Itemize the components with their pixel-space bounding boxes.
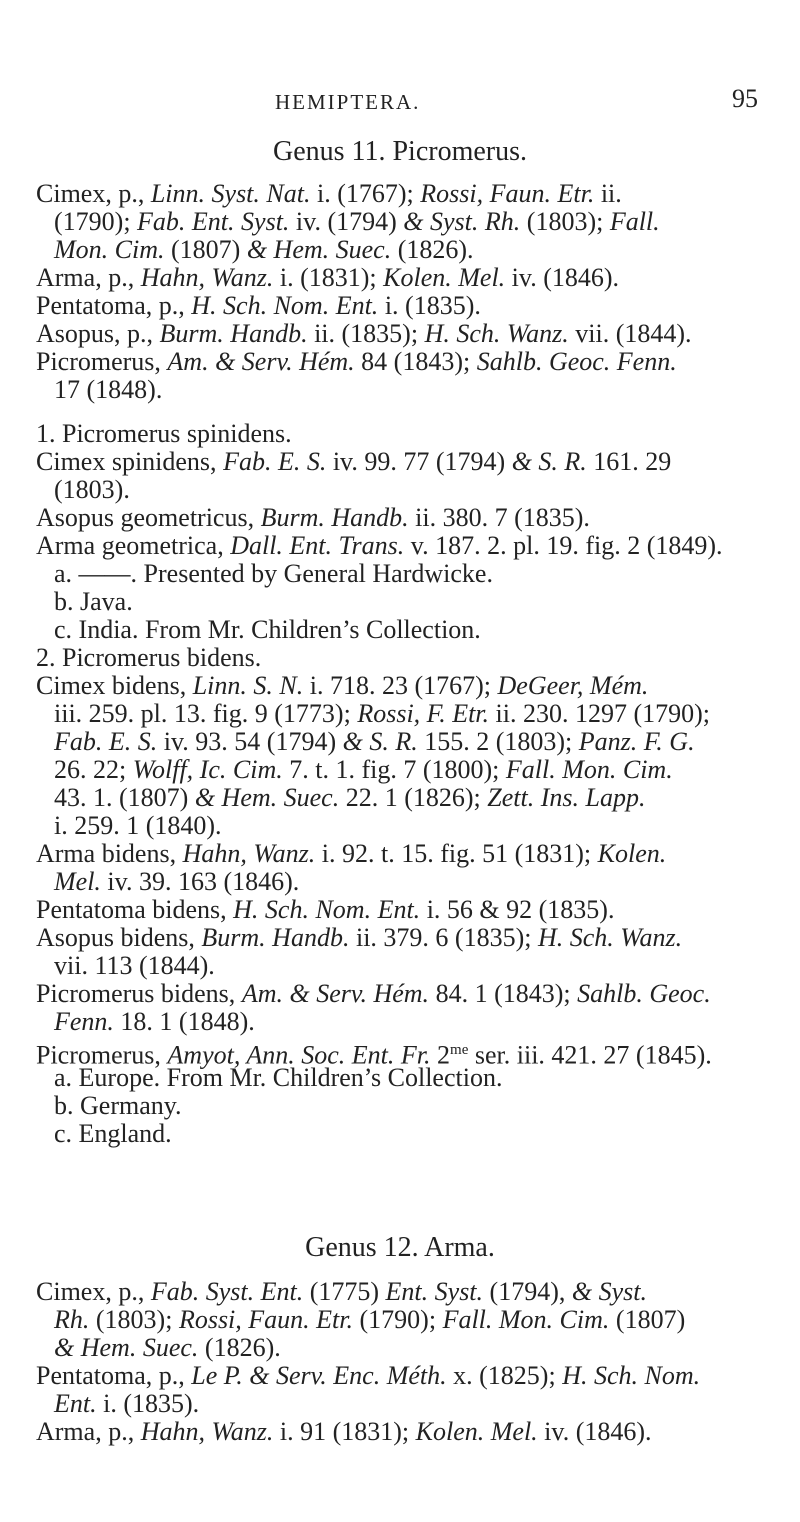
- specimen-a: a. ——. Presented by General Hardwicke.: [54, 559, 493, 588]
- specimen-c: c. India. From Mr. Children’s Collection.: [54, 615, 481, 644]
- specimen-b: b. Germany.: [54, 1091, 182, 1120]
- genus-11-synonymy: Cimex, p., Linn. Syst. Nat. i. (1767); Rossi, Faun. Etr. ii. (1790); Fab. Ent. Syst. iv. (1794) & Syst. Rh. (1803); Fall. Mon. Cim. (1807) & Hem. Suec. (1826). Arma, p., Hahn, Wanz. i. (1831); Kolen. Mel. iv. (1846). Pentatoma, p., H. Sch. Nom. Ent. i. (1835). Asopus, p., Burm. Handb. ii. (1835); H. Sch. Wanz. vii. (1844). Picromerus, Am. & Serv. Hém. 84 (1843); Sahlb. Geoc. Fenn. 17 (1848).: [36, 179, 692, 404]
- genus-12-synonymy: Cimex, p., Fab. Syst. Ent. (1775) Ent. Syst. (1794), & Syst. Rh. (1803); Rossi, Faun. Etr. (1790); Fall. Mon. Cim. (1807) & Hem. Suec. (1826). Pentatoma, p., Le P. & Serv. Enc. Méth. x. (1825); H. Sch. Nom. Ent. i. (1835). Arma, p., Hahn, Wanz. i. 91 (1831); Kolen. Mel. iv. (1846).: [36, 1277, 701, 1446]
- page-number: 95: [732, 84, 758, 113]
- genus-11-heading: Genus 11. Picromerus.: [272, 136, 528, 167]
- genus-12-heading: Genus 12. Arma.: [305, 1232, 495, 1263]
- picromerus-bidens-entry: 2. Picromerus bidens. Cimex bidens, Linn. S. N. i. 718. 23 (1767); DeGeer, Mém. iii. 259. pl. 13. fig. 9 (1773); Rossi, F. Etr. ii. 230. 1297 (1790); Fab. E. S. iv. 93. 54 (1794) & S. R. 155. 2 (1803); Panz. F. G. 26. 22; Wolff, Ic. Cim. 7. t. 1. fig. 7 (1800); Fall. Mon. Cim. 43. 1. (1807) & Hem. Suec. 22. 1 (1826); Zett. Ins. Lapp. i. 259. 1 (1840). Arma bidens, Hahn, Wanz. i. 92. t. 15. fig. 51 (1831); Kolen. Mel. iv. 39. 163 (1846). Pentatoma bidens, H. Sch. Nom. Ent. i. 56 & 92 (1835). Asopus bidens, Burm. Handb. ii. 379. 6 (1835); H. Sch. Wanz. vii. 113 (1844). Picromerus bidens, Am. & Serv. Hém. 84. 1 (1843); Sahlb. Geoc. Fenn. 18. 1 (1848). Picromerus, Amyot, Ann. Soc. Ent. Fr. $2^{me}$ ser. iii. 421. 27 (1845). a. Europe. From Mr. Children’s Collection. b. Germany. c. England.: [36, 644, 776, 1148]
- species-title: 2. Picromerus bidens.: [36, 643, 262, 672]
- specimen-c: c. England.: [54, 1119, 172, 1148]
- species-title: 1. Picromerus spinidens.: [36, 419, 292, 448]
- page-header: [0, 84, 800, 124]
- picromerus-spinidens-entry: 1. Picromerus spinidens. Cimex spinidens, Fab. E. S. iv. 99. 77 (1794) & S. R. 161. 29 (1803). Asopus geometricus, Burm. Handb. ii. 380. 7 (1835). Arma geometrica, Dall. Ent. Trans. v. 187. 2. pl. 19. fig. 2 (1849). a. ——. Presented by General Hardwicke. b. Java. c. India. From Mr. Children’s Collection.: [36, 420, 776, 644]
- specimen-a: a. Europe. From Mr. Children’s Collection.: [54, 1063, 503, 1092]
- specimen-b: b. Java.: [54, 587, 133, 616]
- running-head: HEMIPTERA.: [275, 90, 421, 114]
